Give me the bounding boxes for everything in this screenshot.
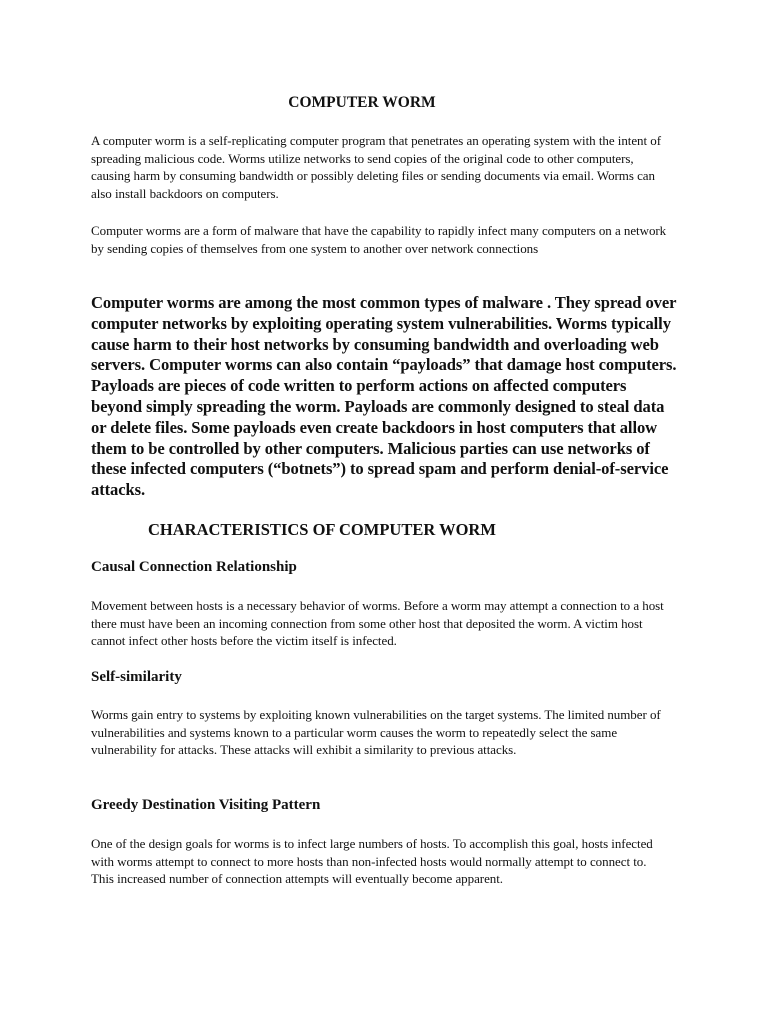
common-types-paragraph: Computer worms are among the most common types of malware . They spread over computer networks by exploiting operating system vulnerabilities. Worms typically cause harm to their host networks by consuming bandwidth and overloading web servers. Computer worms can also contain “payloads” that damage host computers. Payloads are pieces of code written to perform actions on affected computers beyond simply spreading the worm. Payloads are commonly designed to steal data or delete files. Some payloads even create backdoors in host computers that allow them to be controlled by other computers. Malicious parties can use networks of these infected computers (“botnets”) to spread spam and perform denial-of-service attacks. bbox=[91, 293, 677, 500]
intro-paragraph: A computer worm is a self-replicating computer program that penetrates an operating system with the intent of spreading malicious code. Worms utilize networks to send copies of the original code to other computers, causing harm by consuming bandwidth or possibly deleting files or sending documents via email. Worms can also install backdoors on computers. bbox=[91, 133, 661, 201]
document-title: COMPUTER WORM bbox=[288, 94, 436, 111]
subsection-text-causal: Movement between hosts is a necessary behavior of worms. Before a worm may attempt a connection to a host there must have been an incoming connection from some other host that deposited the worm. A victim host cannot infect other hosts before the victim itself is infected. bbox=[91, 598, 664, 648]
subsection-text-self-similarity: Worms gain entry to systems by exploiting known vulnerabilities on the target systems. The limited number of vulnerabilities and systems known to a particular worm causes the worm to repeatedly select the same vulnerability for attacks. These attacks will exhibit a similarity to previous attacks. bbox=[91, 707, 661, 757]
subsection-heading-self-similarity: Self-similarity bbox=[91, 669, 182, 685]
section-title: CHARACTERISTICS OF COMPUTER WORM bbox=[148, 520, 496, 539]
malware-paragraph: Computer worms are a form of malware that have the capability to rapidly infect many computers on a network by sending copies of themselves from one system to another over network connections bbox=[91, 223, 667, 256]
subsection-heading-greedy: Greedy Destination Visiting Pattern bbox=[91, 797, 321, 813]
subsection-text-greedy: One of the design goals for worms is to infect large numbers of hosts. To accomplish this goal, hosts infected with worms attempt to connect to more hosts than non-infected hosts would normally attempt to connect to. This increased number of connection attempts will eventually become apparent. bbox=[91, 836, 653, 886]
subsection-heading-causal: Causal Connection Relationship bbox=[91, 559, 297, 575]
